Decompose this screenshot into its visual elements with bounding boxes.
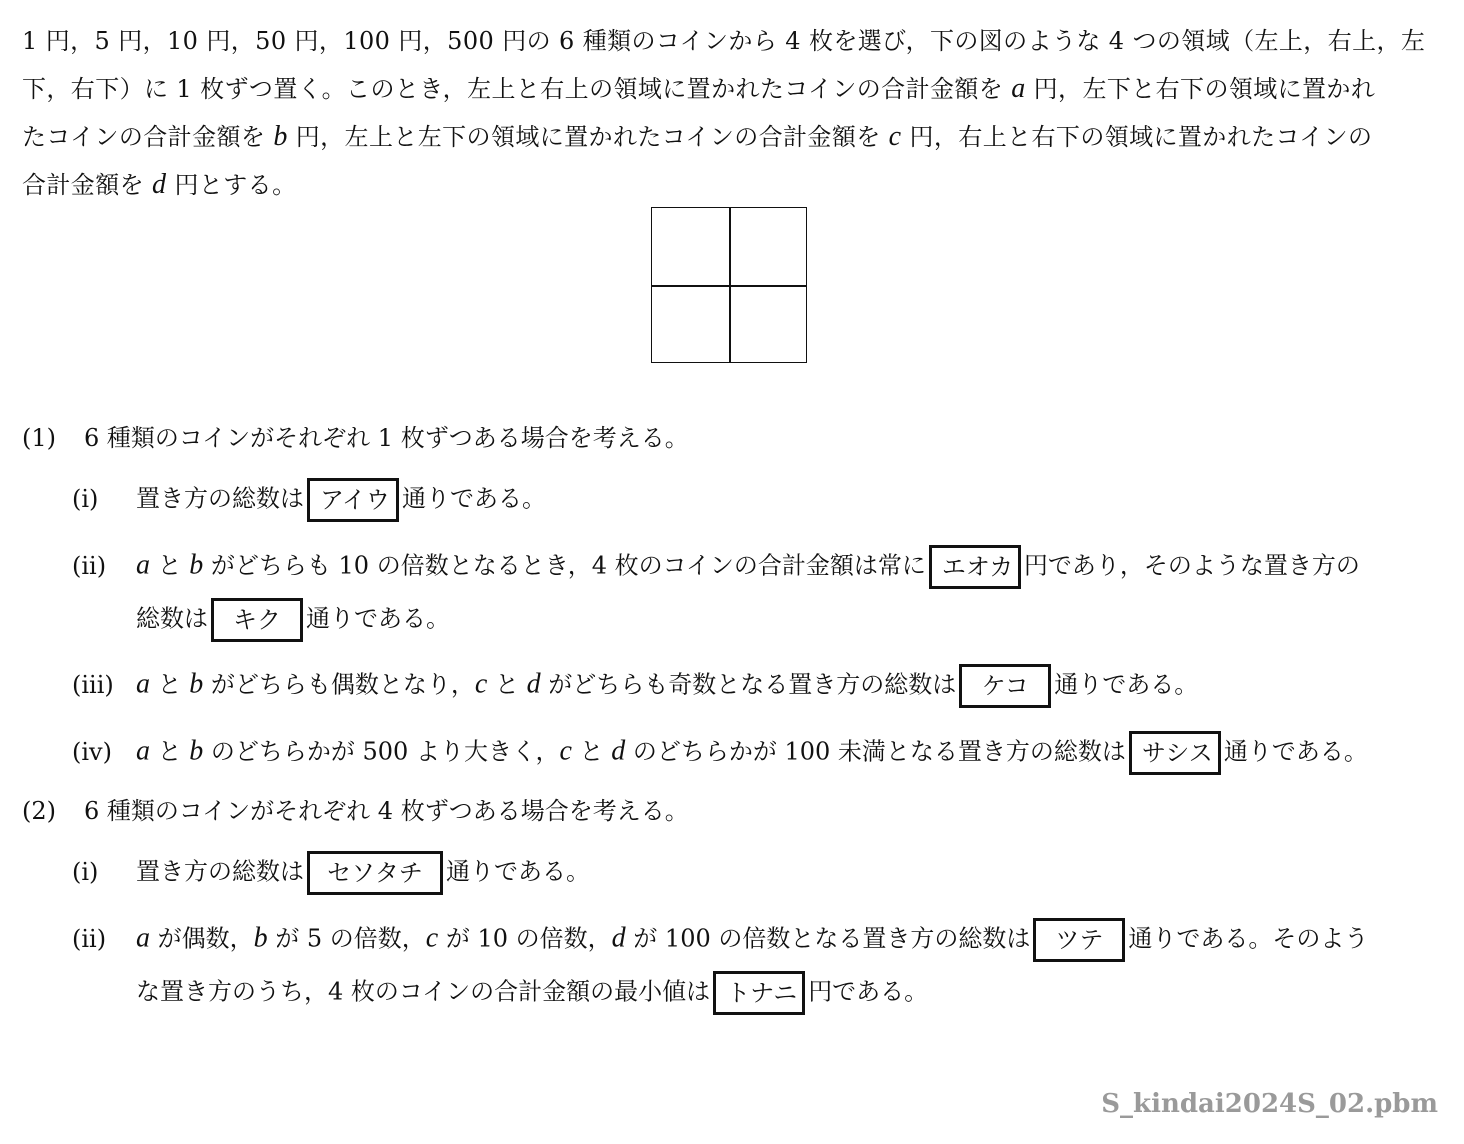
variable-c: c (425, 922, 439, 954)
intro-text: 下，右下）に 1 枚ずつ置く。このとき，左上と右上の領域に置かれたコインの合計金額を (22, 75, 1012, 103)
answer-box-tsute: ツテ (1033, 918, 1125, 962)
problem-intro (22, 18, 1442, 209)
intro-text: 円，右上と右下の領域に置かれたコインの (901, 123, 1373, 151)
q2-ii-line1 (72, 918, 1368, 962)
q1-heading (22, 418, 689, 458)
intro-line-2 (22, 65, 1442, 113)
variable-c: c (474, 668, 488, 700)
q1-i-label: (i) (72, 484, 99, 513)
four-region-grid (651, 207, 807, 363)
q2-i (72, 851, 590, 895)
q2-ii-text: が 10 の倍数， (438, 924, 612, 953)
q1-ii-text: 円であり，そのような置き方の (1023, 551, 1360, 580)
q1-ii-label: (ii) (72, 551, 107, 580)
file-label: S_kindai2024S_02.pbm (1101, 1089, 1438, 1119)
variable-d: d (611, 922, 626, 954)
variable-d: d (611, 735, 626, 767)
intro-line-3 (22, 113, 1442, 161)
q1-ii-text: 総数は (136, 604, 208, 633)
q2-ii-text: が 100 の倍数となる置き方の総数は (625, 924, 1031, 953)
intro-text: 合計金額を (22, 171, 153, 199)
grid-horizontal-divider (652, 285, 806, 287)
intro-text: 円，左下と右下の領域に置かれ (1025, 75, 1376, 103)
q2-i-label: (i) (72, 857, 99, 886)
q2-ii-label: (ii) (72, 924, 107, 953)
answer-box-kiku: キク (211, 598, 303, 642)
q1-ii-line2 (136, 598, 450, 642)
q1-ii-line1 (72, 545, 1360, 589)
q1-ii-text: がどちらも 10 の倍数となるとき，4 枚のコインの合計金額は常に (203, 551, 926, 580)
q1-iii-text: がどちらも偶数となり， (203, 670, 475, 699)
q1-label: (1) (22, 424, 56, 452)
q1-i-text: 置き方の総数は (136, 484, 304, 513)
answer-box-sashisu: サシス (1129, 731, 1221, 775)
q1-ii-text: と (150, 551, 190, 580)
variable-c: c (888, 121, 902, 152)
variable-b: b (273, 121, 288, 152)
answer-box-aiu: アイウ (307, 478, 399, 522)
intro-text: 円とする。 (166, 171, 297, 199)
q1-iii-text: と (487, 670, 527, 699)
q1-iii (72, 664, 1198, 708)
q1-text: 6 種類のコインがそれぞれ 1 枚ずつある場合を考える。 (84, 424, 689, 452)
q1-iii-text: がどちらも奇数となる置き方の総数は (540, 670, 957, 699)
q2-text: 6 種類のコインがそれぞれ 4 枚ずつある場合を考える。 (84, 797, 689, 825)
q1-iv (72, 731, 1368, 775)
variable-a: a (136, 922, 150, 954)
q1-iv-text: と (150, 737, 190, 766)
q1-iii-text: 通りである。 (1054, 670, 1199, 699)
q2-i-text: 置き方の総数は (136, 857, 304, 886)
q2-ii-text: が偶数， (150, 924, 254, 953)
answer-box-eoka: エオカ (929, 545, 1021, 589)
q2-ii-text: 通りである。そのよう (1128, 924, 1369, 953)
variable-d: d (526, 668, 541, 700)
q1-iii-label: (iii) (72, 670, 114, 699)
intro-text: たコインの合計金額を (22, 123, 274, 151)
variable-b: b (189, 735, 204, 767)
variable-a: a (136, 549, 150, 581)
q2-ii-line2 (136, 971, 928, 1015)
q2-ii-text: が 5 の倍数， (267, 924, 426, 953)
q1-i-text: 通りである。 (402, 484, 546, 513)
intro-line-4 (22, 161, 1442, 209)
variable-b: b (189, 668, 204, 700)
intro-line-1 (22, 18, 1442, 65)
q2-label: (2) (22, 797, 56, 825)
q1-ii-text: 通りである。 (306, 604, 450, 633)
q1-iv-text: のどちらかが 100 未満となる置き方の総数は (625, 737, 1126, 766)
variable-a: a (136, 735, 150, 767)
q1-i (72, 478, 546, 522)
variable-b: b (253, 922, 268, 954)
q1-iii-text: と (150, 670, 190, 699)
q1-iv-text: のどちらかが 500 より大きく， (203, 737, 560, 766)
q2-i-text: 通りである。 (446, 857, 590, 886)
q1-iv-label: (iv) (72, 737, 112, 766)
variable-d: d (152, 169, 167, 200)
intro-text: 1 円，5 円，10 円，50 円，100 円，500 円の 6 種類のコインから 4 枚を選び，下の図のような 4 つの領域（左上，右上，左 (22, 27, 1426, 55)
variable-a: a (1011, 73, 1026, 104)
q2-heading (22, 791, 689, 831)
answer-box-keko: ケコ (959, 664, 1051, 708)
variable-c: c (559, 735, 572, 767)
q1-iv-text: と (571, 737, 612, 766)
answer-box-sesotachi: セソタチ (307, 851, 443, 895)
variable-b: b (189, 549, 204, 581)
q2-ii-text: な置き方のうち，4 枚のコインの合計金額の最小値は (136, 977, 711, 1006)
q2-ii-text: 円である。 (808, 977, 929, 1006)
intro-text: 円，左上と左下の領域に置かれたコインの合計金額を (287, 123, 889, 151)
variable-a: a (136, 668, 150, 700)
answer-box-tonani: トナニ (713, 971, 805, 1015)
q1-iv-text: 通りである。 (1223, 737, 1368, 766)
